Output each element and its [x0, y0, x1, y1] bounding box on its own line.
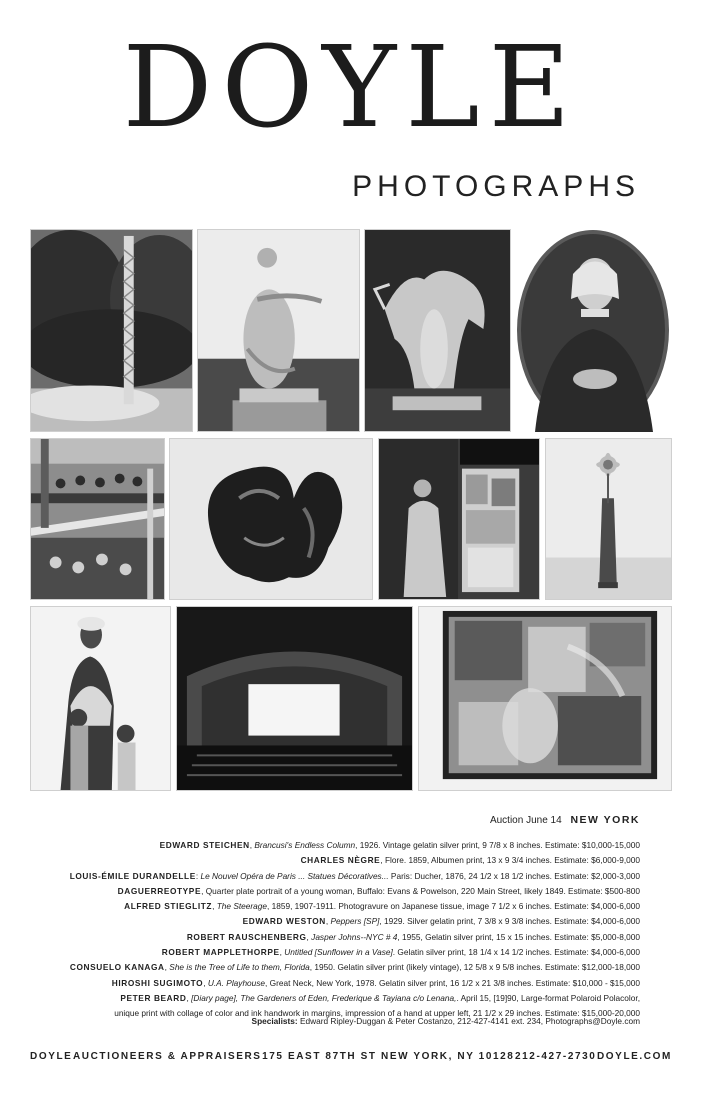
footer-brand: DOYLE — [30, 1051, 73, 1062]
footer-phone: 212-427-2730 — [514, 1051, 597, 1062]
lot-title: She is the Tree of Life to them, Florida — [169, 962, 310, 973]
specialists-label: Specialists: — [251, 1016, 298, 1026]
lot-row: HIROSHI SUGIMOTO, U.A. Playhouse, Great Neck, New York, 1978. Gelatin silver print, 16 1/2 x 21 3/8 inches. Estimate: $10,000 - $15,000 — [111, 977, 640, 988]
photo-endless-column — [30, 229, 193, 432]
lot-artist: CONSUELO KANAGA — [69, 962, 165, 973]
footer-address: 175 EAST 87TH ST NEW YORK, NY 10128 — [262, 1051, 515, 1062]
sale-date: Auction June 14 — [489, 815, 562, 826]
lot-artist: HIROSHI SUGIMOTO — [111, 977, 204, 988]
photo-daguerreotype — [515, 229, 672, 432]
lot-row: CONSUELO KANAGA, She is the Tree of Life to them, Florida, 1950. Gelatin silver print (likely vintage), 12 5/8 x 9 5/8 inches. Estimate: $12,000-18,000 — [69, 962, 640, 973]
lot-details: unique print with collage of color and ink handwork in margins, impression of a hand at upper left, 21 1/2 x 29 inches. Estimate: $15,000-20,000 — [114, 1008, 640, 1019]
lot-details: . April 15, [19]90, Large-format Polaroid Polacolor, — [456, 992, 640, 1003]
lot-artist: PETER BEARD — [120, 992, 187, 1003]
lot-details: Paris: Ducher, 1876, 24 1/2 x 18 1/2 inches. Estimate: $2,000-3,000 — [388, 870, 640, 881]
sale-city: NEW YORK — [570, 814, 640, 826]
lot-details: , 1955, Gelatin silver print, 15 x 15 inches. Estimate: $5,000-8,000 — [397, 931, 640, 942]
lot-row: ROBERT MAPPLETHORPE, Untitled [Sunflower in a Vase]. Gelatin silver print, 18 1/4 x 14 1/2 inches. Estimate: $4,000-6,000 — [161, 947, 640, 958]
photo-peppers — [169, 438, 373, 600]
lot-title: [Diary page], The Gardeners of Eden, Frederique & Tayiana c/o Lenana, — [191, 992, 457, 1003]
lot-artist: EDWARD WESTON — [242, 916, 326, 927]
sale-info — [490, 814, 640, 826]
specialists-text: Edward Ripley-Duggan & Peter Costanzo, 212-427-4141 ext. 234, Photographs@Doyle.com — [299, 1016, 640, 1026]
lot-details: , 1950. Gelatin silver print (likely vintage), 12 5/8 x 9 5/8 inches. Estimate: $12,000-18,000 — [309, 962, 640, 973]
lot-details: , Great Neck, New York, 1978. Gelatin silver print, 16 1/2 x 21 3/8 inches. Estimate: $10,000 - $15,000 — [265, 977, 640, 988]
photo-sunflower-vase — [545, 438, 672, 600]
lot-row: EDWARD STEICHEN, Brancusi's Endless Column, 1926. Vintage gelatin silver print, 9 7/8 x 8 inches. Estimate: $10,000-15,000 — [159, 840, 640, 850]
photo-flore — [197, 229, 360, 432]
lot-artist: ROBERT MAPPLETHORPE — [161, 947, 280, 958]
footer-tagline: AUCTIONEERS & APPRAISERS — [72, 1051, 262, 1062]
lot-details: Flore. 1859, Albumen print, 13 x 9 3/4 inches. Estimate: $6,000-9,000 — [384, 855, 640, 866]
lot-artist: CHARLES NÈGRE — [300, 855, 381, 866]
lot-title: Untitled [Sunflower in a Vase] — [284, 947, 393, 958]
lot-artist: DAGUERREOTYPE — [117, 885, 202, 896]
photo-statues-decoratives — [364, 229, 511, 432]
lot-details: , 1929. Silver gelatin print, 7 3/8 x 9 3/8 inches. Estimate: $4,000-6,000 — [379, 916, 640, 927]
lot-row: ROBERT RAUSCHENBERG, Jasper Johns--NYC # 4, 1955, Gelatin silver print, 15 x 15 inches. Estimate: $5,000-8,000 — [186, 931, 640, 942]
lot-artist: ALFRED STIEGLITZ — [124, 901, 213, 912]
lot-artist: LOUIS-ÉMILE DURANDELLE — [69, 870, 196, 881]
photo-ua-playhouse — [176, 606, 413, 791]
footer — [30, 1051, 672, 1062]
lot-title: Jasper Johns--NYC # 4 — [311, 931, 398, 942]
lot-artist: ROBERT RAUSCHENBERG — [186, 931, 307, 942]
lot-list — [0, 838, 640, 1022]
lot-title: Le Nouvel Opéra de Paris ... Statues Décoratives... — [200, 870, 389, 881]
lot-row: EDWARD WESTON, Peppers [SP], 1929. Silver gelatin print, 7 3/8 x 9 3/8 inches. Estimate: $4,000-6,000 — [242, 916, 640, 927]
lot-details: . Gelatin silver print, 18 1/4 x 14 1/2 inches. Estimate: $4,000-6,000 — [392, 947, 640, 958]
lot-row: PETER BEARD, [Diary page], The Gardeners of Eden, Frederique & Tayiana c/o Lenana,. April 15, [19]90, Large-format Polaroid Polacolor, — [120, 992, 640, 1003]
photo-diary-page — [418, 606, 672, 791]
lot-title: Brancusi's Endless Column — [254, 840, 356, 850]
lot-row: ALFRED STIEGLITZ, The Steerage, 1859, 1907-1911. Photogravure on Japanese tissue, image 7 1/2 x 6 inches. Estimate: $4,000-6,000 — [124, 901, 640, 912]
lot-details: Quarter plate portrait of a young woman, Buffalo: Evans & Powelson, 220 Main Street, likely 1849. Estimate: $500-800 — [205, 885, 640, 896]
brand-title: DOYLE — [122, 23, 580, 153]
lot-details: , 1859, 1907-1911. Photogravure on Japanese tissue, image 7 1/2 x 6 inches. Estimate: $4,000-6,000 — [267, 901, 640, 912]
footer-web: DOYLE.COM — [596, 1051, 672, 1062]
lot-title: The Steerage — [216, 901, 267, 912]
lot-row: LOUIS-ÉMILE DURANDELLE: Le Nouvel Opéra de Paris ... Statues Décoratives... Paris: Ducher, 1876, 24 1/2 x 18 1/2 inches. Estimate: $2,000-3,000 — [69, 870, 640, 881]
photo-jasper-johns — [378, 438, 540, 600]
lot-row: DAGUERREOTYPE, Quarter plate portrait of a young woman, Buffalo: Evans & Powelson, 220 Main Street, likely 1849. Estimate: $500-800 — [117, 885, 640, 896]
lot-artist: EDWARD STEICHEN — [159, 840, 250, 850]
lot-row: CHARLES NÈGRE, Flore. 1859, Albumen print, 13 x 9 3/4 inches. Estimate: $6,000-9,000 — [300, 855, 640, 866]
specialists — [252, 1016, 640, 1026]
lot-details: , 1926. Vintage gelatin silver print, 9 7/8 x 8 inches. Estimate: $10,000-15,000 — [355, 840, 640, 850]
lot-title: U.A. Playhouse — [207, 977, 266, 988]
brand-subtitle: PHOTOGRAPHS — [352, 170, 640, 203]
photo-tree-of-life — [30, 606, 171, 791]
photo-steerage — [30, 438, 165, 600]
lot-title: Peppers [SP] — [330, 916, 380, 927]
